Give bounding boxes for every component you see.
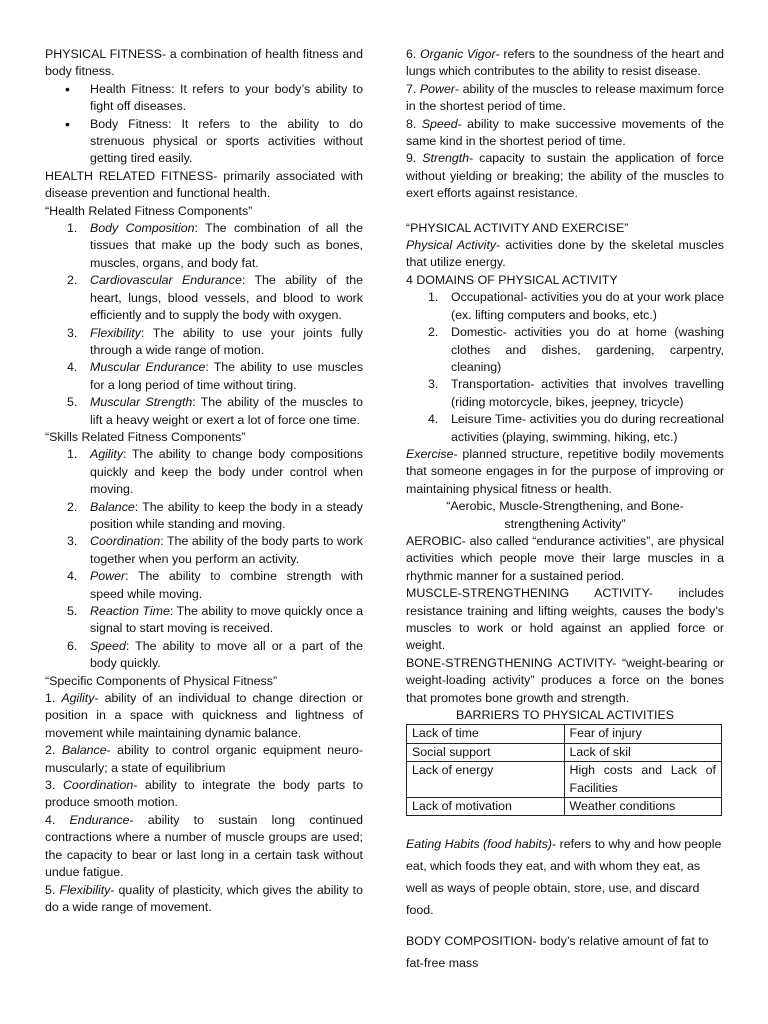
- body-composition-definition: BODY COMPOSITION- body’s relative amount of fat to fat-free mass: [406, 934, 709, 971]
- spacer: [406, 203, 724, 220]
- right-column: [406, 46, 724, 974]
- list-item: 1. Agility: The ability to change body compositions quickly and keep the body under control when moving.: [67, 447, 363, 497]
- specific-item: 2. Balance- ability to control organic equipment neuro-muscularly; a state of equilibrium: [45, 743, 363, 775]
- specific-item: 5. Flexibility- quality of plasticity, which gives the ability to do a wide range of movement.: [45, 882, 363, 914]
- list-item: 2. Cardiovascular Endurance: The ability of the heart, lungs, blood vessels, and blood to work efficiently and to supply the body with oxygen.: [67, 273, 364, 323]
- barriers-heading: BARRIERS TO PHYSICAL ACTIVITIES: [455, 708, 675, 723]
- list-item: 5. Reaction Time: The ability to move quickly once a signal to start moving is received.: [67, 604, 363, 636]
- specific-item: 8. Speed- ability to make successive movements of the same kind in the shortest period of time.: [406, 116, 724, 149]
- domains-heading: 4 DOMAINS OF PHYSICAL ACTIVITY: [406, 272, 618, 287]
- activity-types-heading: “Aerobic, Muscle-Strengthening, and Bone-strengthening Activity”: [446, 499, 684, 531]
- table-row: [407, 762, 722, 798]
- eating-habits-definition: Eating Habits (food habits)- refers to why and how people eat, which foods they eat, and with whom they eat, as well as ways of people obtain, store, use, and discard food.: [406, 837, 722, 918]
- specific-item: 9. Strength- capacity to sustain the application of force without yielding or breaking; the ability of the muscles to exert efforts against resistance.: [406, 151, 724, 201]
- list-item: 3. Transportation- activities that involves travelling (riding motorcycle, bikes, jeepney, tricycle): [428, 377, 724, 409]
- list-item: 1. Occupational- activities you do at your work place (ex. lifting computers and books, etc.): [428, 290, 724, 322]
- left-column: [45, 46, 363, 916]
- skills-components-heading: “Skills Related Fitness Components”: [45, 429, 246, 444]
- physical-activity-definition: Physical Activity- activities done by the skeletal muscles that utilize energy.: [406, 238, 724, 270]
- table-cell: Fear of injury: [564, 725, 722, 743]
- health-components-heading: “Health Related Fitness Components”: [45, 203, 253, 218]
- table-cell: High costs and Lack of Facilities: [564, 762, 722, 798]
- table-row: [407, 743, 722, 761]
- bone-strengthening-definition: BONE-STRENGTHENING ACTIVITY- “weight-bearing or weight-loading activity” produces a force on the bones that promotes bone growth and strength.: [406, 655, 724, 705]
- health-components-list: [45, 220, 363, 429]
- physical-fitness-definition: PHYSICAL FITNESS- a combination of health fitness and body fitness.: [45, 47, 364, 79]
- list-item: 5. Muscular Strength: The ability of the muscles to lift a heavy weight or exert a lot of force one time.: [67, 395, 363, 427]
- exercise-definition: Exercise- planned structure, repetitive bodily movements that someone engages in for the purpose of improving or maintaining physical fitness or health.: [406, 446, 724, 496]
- table-row: [407, 798, 722, 816]
- list-item: 2. Balance: The ability to keep the body in a steady position while standing and moving.: [67, 499, 363, 531]
- list-item: • Health Fitness: It refers to your body’s ability to fight off diseases.: [45, 81, 363, 116]
- activity-heading: “PHYSICAL ACTIVITY AND EXERCISE”: [406, 220, 629, 235]
- domains-list: [406, 289, 724, 446]
- specific-item: 3. Coordination- ability to integrate the body parts to produce smooth motion.: [45, 778, 363, 810]
- skills-components-list: [45, 446, 363, 672]
- table-cell: Weather conditions: [564, 798, 722, 816]
- specific-components-heading: “Specific Components of Physical Fitness”: [45, 673, 278, 688]
- list-item: • Body Fitness: It refers to the ability to do strenuous physical or sports activities without getting tired easily.: [45, 116, 363, 168]
- table-cell: Lack of time: [407, 725, 565, 743]
- muscle-strengthening-definition: MUSCLE-STRENGTHENING ACTIVITY- includes resistance training and lifting weights, causes the body’s muscles to work or hold against an applied force or weight.: [406, 586, 724, 653]
- table-cell: Social support: [407, 743, 565, 761]
- list-item: 4. Power: The ability to combine strength with speed while moving.: [67, 569, 363, 601]
- list-item: 1. Body Composition: The combination of all the tissues that make up the body such as bones, muscles, organs, and body fat.: [67, 221, 363, 270]
- list-item: 4. Leisure Time- activities you do during recreational activities (playing, swimming, hiking, etc.): [428, 412, 724, 444]
- table-cell: Lack of energy: [407, 762, 565, 798]
- list-item: 3. Flexibility: The ability to use your joints fully through a wide range of motion.: [67, 325, 363, 357]
- specific-item: 4. Endurance- ability to sustain long continued contractions where a number of muscle groups are used; the capacity to bear or last long in a certain task without undue fatigue.: [45, 812, 363, 880]
- barriers-table: [406, 724, 722, 816]
- specific-item: 7. Power- ability of the muscles to release maximum force in the shortest period of time.: [406, 81, 724, 114]
- list-item: 6. Speed: The ability to move all or a part of the body quickly.: [67, 638, 363, 671]
- fitness-bullet-list: [45, 81, 363, 168]
- list-item: 4. Muscular Endurance: The ability to use muscles for a long period of time without tiring.: [67, 360, 364, 392]
- table-cell: Lack of skil: [564, 743, 722, 761]
- spacer: [406, 816, 724, 833]
- list-item: 2. Domestic- activities you do at home (washing clothes and dishes, gardening, carpentry, cleaning): [428, 325, 724, 374]
- table-cell: Lack of motivation: [407, 798, 565, 816]
- specific-item: 1. Agility- ability of an individual to change direction or position in a space with quickness and lightness of movement while maintaining dynamic balance.: [45, 691, 363, 740]
- specific-item: 6. Organic Vigor- refers to the soundness of the heart and lungs which contributes to the ability to resist disease.: [406, 47, 724, 79]
- list-item: 3. Coordination: The ability of the body parts to work together when you perform an activity.: [67, 534, 363, 566]
- health-related-definition: HEALTH RELATED FITNESS- primarily associated with disease prevention and functional health.: [45, 168, 363, 201]
- table-row: [407, 725, 722, 743]
- spacer: [406, 921, 724, 930]
- aerobic-definition: AEROBIC- also called “endurance activities”, are physical activities which people move their large muscles in a rhythmic manner for a sustained period.: [406, 533, 724, 583]
